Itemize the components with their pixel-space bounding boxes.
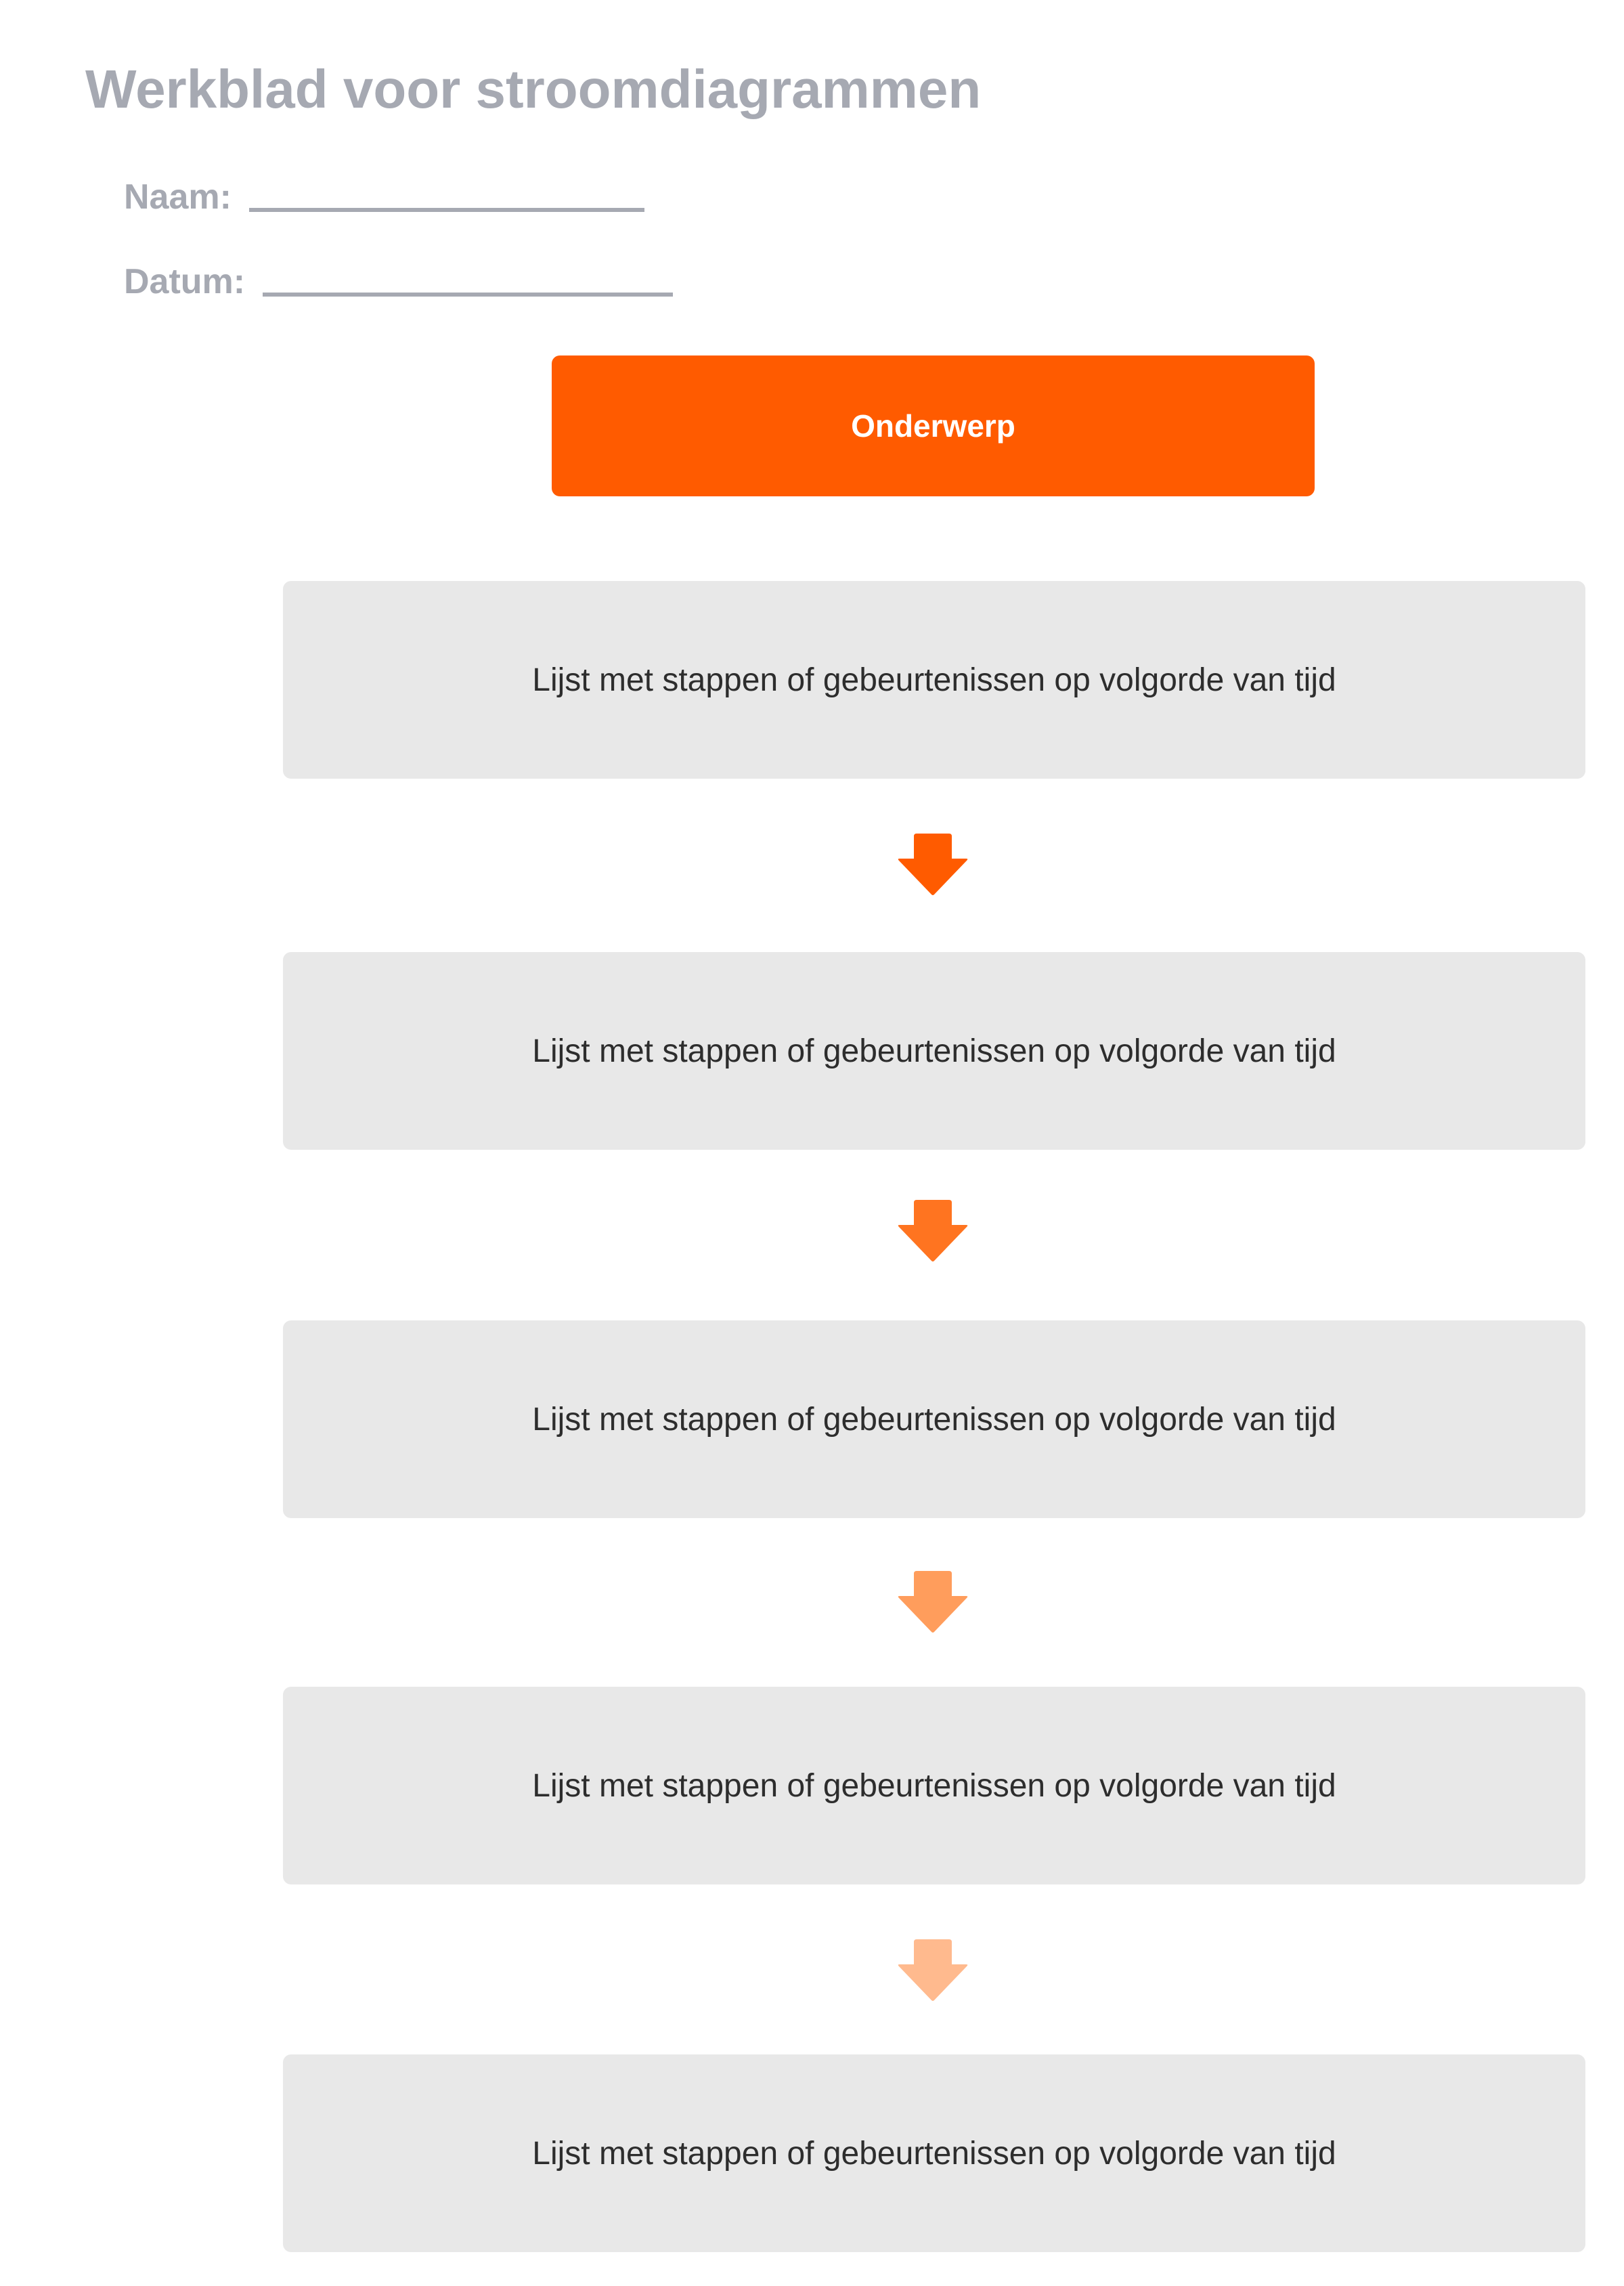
step-box: Lijst met stappen of gebeurtenissen op volgorde van tijd: [283, 2054, 1585, 2252]
step-box: Lijst met stappen of gebeurtenissen op volgorde van tijd: [283, 1320, 1585, 1518]
date-field[interactable]: [263, 293, 673, 297]
down-arrow-icon: [897, 1200, 969, 1262]
down-arrow-shape: [898, 1200, 968, 1261]
page-title: Werkblad voor stroomdiagrammen: [85, 59, 982, 119]
step-box: Lijst met stappen of gebeurtenissen op volgorde van tijd: [283, 581, 1585, 779]
down-arrow-shape: [898, 1939, 968, 2001]
down-arrow-icon: [897, 1939, 969, 2002]
down-arrow-icon: [897, 834, 969, 896]
topic-box: Onderwerp: [552, 355, 1315, 496]
step-box: Lijst met stappen of gebeurtenissen op volgorde van tijd: [283, 952, 1585, 1150]
down-arrow-shape: [898, 834, 968, 895]
step-box: Lijst met stappen of gebeurtenissen op volgorde van tijd: [283, 1687, 1585, 1884]
down-arrow-icon: [897, 1571, 969, 1633]
name-field[interactable]: [249, 208, 644, 212]
date-label: Datum:: [124, 262, 246, 301]
down-arrow-shape: [898, 1571, 968, 1633]
name-label: Naam:: [124, 177, 232, 217]
